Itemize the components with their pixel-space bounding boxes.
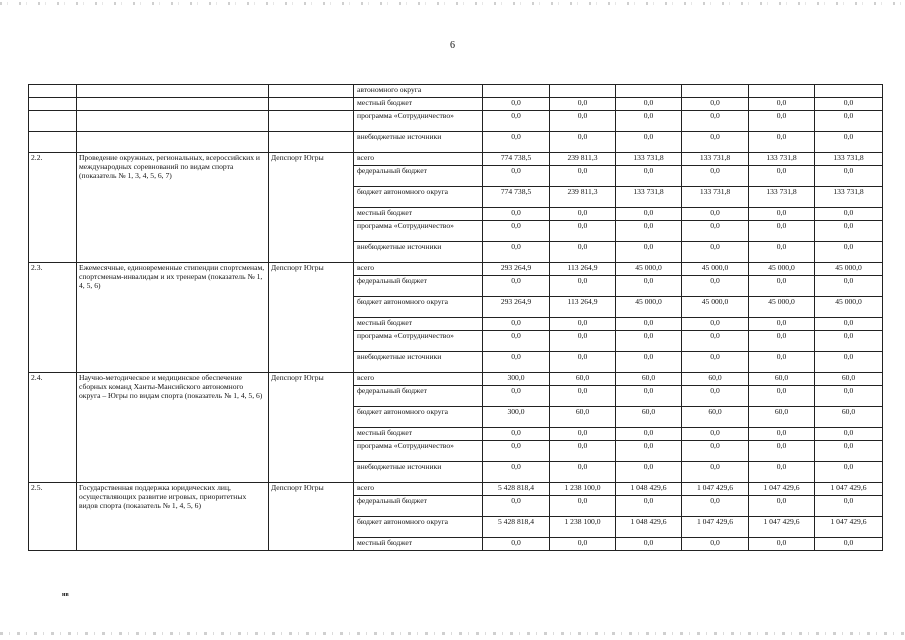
row-value-cell: 60,0 xyxy=(749,407,815,428)
row-value-cell: 0,0 xyxy=(483,352,550,373)
row-source-cell: программа «Сотрудничество» xyxy=(354,111,483,132)
row-value-cell: 60,0 xyxy=(682,373,749,386)
row-value-cell: 0,0 xyxy=(682,208,749,221)
row-value-cell: 0,0 xyxy=(550,318,616,331)
row-value-cell: 0,0 xyxy=(682,98,749,111)
row-value-cell: 0,0 xyxy=(550,538,616,551)
row-value-cell: 0,0 xyxy=(749,166,815,187)
funding-table-body xyxy=(29,85,883,551)
row-value-cell: 113 264,9 xyxy=(550,263,616,276)
row-value-cell: 0,0 xyxy=(616,242,682,263)
row-value-cell: 300,0 xyxy=(483,373,550,386)
row-value-cell: 133 731,8 xyxy=(815,153,883,166)
row-value-cell: 133 731,8 xyxy=(616,153,682,166)
row-value-cell: 60,0 xyxy=(616,407,682,428)
row-value-cell: 0,0 xyxy=(483,428,550,441)
row-value-cell: 0,0 xyxy=(815,352,883,373)
row-value-cell xyxy=(483,85,550,98)
row-value-cell: 60,0 xyxy=(815,373,883,386)
row-executor-cell: Депспорт Югры xyxy=(269,153,354,263)
row-value-cell: 0,0 xyxy=(483,132,550,153)
row-source-cell: местный бюджет xyxy=(354,318,483,331)
row-value-cell: 0,0 xyxy=(550,98,616,111)
row-value-cell: 0,0 xyxy=(483,441,550,462)
row-value-cell: 45 000,0 xyxy=(815,263,883,276)
row-value-cell: 1 048 429,6 xyxy=(616,483,682,496)
row-value-cell: 45 000,0 xyxy=(682,263,749,276)
footer-mark: нв xyxy=(62,592,69,598)
row-name-cell xyxy=(77,98,269,111)
row-value-cell: 0,0 xyxy=(550,221,616,242)
row-value-cell: 0,0 xyxy=(749,276,815,297)
row-value-cell: 0,0 xyxy=(682,242,749,263)
row-value-cell: 0,0 xyxy=(749,386,815,407)
row-value-cell: 1 238 100,0 xyxy=(550,517,616,538)
row-value-cell xyxy=(815,85,883,98)
row-value-cell: 0,0 xyxy=(682,111,749,132)
row-source-cell: местный бюджет xyxy=(354,208,483,221)
row-source-cell: бюджет автономного округа xyxy=(354,297,483,318)
row-code-cell xyxy=(29,111,77,132)
row-value-cell: 0,0 xyxy=(815,428,883,441)
row-value-cell: 60,0 xyxy=(616,373,682,386)
row-value-cell: 0,0 xyxy=(616,132,682,153)
row-value-cell: 0,0 xyxy=(616,462,682,483)
row-value-cell: 239 811,3 xyxy=(550,153,616,166)
row-value-cell: 0,0 xyxy=(749,496,815,517)
row-value-cell: 0,0 xyxy=(616,538,682,551)
row-value-cell: 0,0 xyxy=(682,496,749,517)
row-value-cell: 0,0 xyxy=(682,428,749,441)
table-row xyxy=(29,98,883,111)
row-source-cell: бюджет автономного округа xyxy=(354,187,483,208)
row-value-cell: 60,0 xyxy=(682,407,749,428)
row-value-cell: 0,0 xyxy=(483,462,550,483)
row-source-cell: местный бюджет xyxy=(354,98,483,111)
row-value-cell: 0,0 xyxy=(616,318,682,331)
row-source-cell: бюджет автономного округа xyxy=(354,407,483,428)
row-value-cell: 0,0 xyxy=(682,276,749,297)
row-value-cell: 0,0 xyxy=(616,331,682,352)
row-value-cell: 0,0 xyxy=(749,428,815,441)
row-value-cell: 0,0 xyxy=(815,166,883,187)
row-executor-cell: Депспорт Югры xyxy=(269,373,354,483)
row-value-cell: 0,0 xyxy=(749,111,815,132)
row-value-cell: 0,0 xyxy=(483,242,550,263)
row-value-cell: 0,0 xyxy=(815,331,883,352)
row-value-cell: 0,0 xyxy=(550,441,616,462)
row-name-cell: Ежемесячные, единовременные стипендии спортсменам, спортсменам-инвалидам и их тренерам (показатель № 1, 4, 5, 6) xyxy=(77,263,269,373)
row-value-cell: 0,0 xyxy=(682,386,749,407)
funding-table xyxy=(28,84,883,551)
row-code-cell xyxy=(29,85,77,98)
row-value-cell: 0,0 xyxy=(483,208,550,221)
row-value-cell: 133 731,8 xyxy=(749,153,815,166)
row-value-cell: 45 000,0 xyxy=(749,297,815,318)
row-value-cell: 0,0 xyxy=(616,111,682,132)
row-code-cell: 2.4. xyxy=(29,373,77,483)
row-value-cell: 0,0 xyxy=(550,276,616,297)
row-value-cell: 0,0 xyxy=(749,98,815,111)
row-value-cell: 0,0 xyxy=(483,276,550,297)
row-value-cell: 774 738,5 xyxy=(483,187,550,208)
row-value-cell: 0,0 xyxy=(682,538,749,551)
row-value-cell: 0,0 xyxy=(550,166,616,187)
row-value-cell xyxy=(749,85,815,98)
row-value-cell: 0,0 xyxy=(749,462,815,483)
row-source-cell: федеральный бюджет xyxy=(354,166,483,187)
row-value-cell: 0,0 xyxy=(749,132,815,153)
row-value-cell: 0,0 xyxy=(483,318,550,331)
row-value-cell: 0,0 xyxy=(749,352,815,373)
row-value-cell: 0,0 xyxy=(483,386,550,407)
row-value-cell: 0,0 xyxy=(749,538,815,551)
row-name-cell xyxy=(77,132,269,153)
row-value-cell: 0,0 xyxy=(550,496,616,517)
row-name-cell: Проведение окружных, региональных, всероссийских и международных соревнований по видам спорта (показатель № 1, 3, 4, 5, 6, 7) xyxy=(77,153,269,263)
row-value-cell: 0,0 xyxy=(616,208,682,221)
row-value-cell: 0,0 xyxy=(749,221,815,242)
row-source-cell: внебюджетные источники xyxy=(354,462,483,483)
row-value-cell: 293 264,9 xyxy=(483,297,550,318)
row-value-cell: 0,0 xyxy=(815,318,883,331)
row-name-cell: Государственная поддержка юридических лиц, осуществляющих развитие игровых, приоритетных видов спорта (показатель № 1, 4, 5, 6) xyxy=(77,483,269,551)
row-value-cell: 0,0 xyxy=(815,132,883,153)
row-value-cell: 0,0 xyxy=(682,132,749,153)
row-value-cell: 0,0 xyxy=(550,386,616,407)
row-value-cell: 60,0 xyxy=(749,373,815,386)
row-value-cell: 0,0 xyxy=(815,242,883,263)
row-value-cell: 0,0 xyxy=(616,386,682,407)
row-value-cell: 0,0 xyxy=(815,221,883,242)
row-code-cell xyxy=(29,132,77,153)
row-value-cell: 0,0 xyxy=(749,242,815,263)
row-code-cell: 2.5. xyxy=(29,483,77,551)
row-value-cell: 0,0 xyxy=(815,441,883,462)
row-value-cell: 0,0 xyxy=(749,331,815,352)
row-value-cell: 133 731,8 xyxy=(682,153,749,166)
row-source-cell: внебюджетные источники xyxy=(354,132,483,153)
row-value-cell: 1 047 429,6 xyxy=(749,483,815,496)
row-value-cell: 45 000,0 xyxy=(616,297,682,318)
row-source-cell: всего xyxy=(354,483,483,496)
row-value-cell: 133 731,8 xyxy=(815,187,883,208)
row-value-cell: 45 000,0 xyxy=(749,263,815,276)
row-executor-cell: Депспорт Югры xyxy=(269,483,354,551)
table-row xyxy=(29,153,883,166)
table-row xyxy=(29,132,883,153)
row-value-cell: 0,0 xyxy=(616,352,682,373)
row-value-cell: 0,0 xyxy=(682,352,749,373)
row-value-cell: 0,0 xyxy=(815,276,883,297)
row-value-cell xyxy=(616,85,682,98)
row-value-cell: 1 048 429,6 xyxy=(616,517,682,538)
row-value-cell: 0,0 xyxy=(682,331,749,352)
row-code-cell xyxy=(29,98,77,111)
row-source-cell: программа «Сотрудничество» xyxy=(354,221,483,242)
row-value-cell: 0,0 xyxy=(483,166,550,187)
row-value-cell: 1 047 429,6 xyxy=(682,517,749,538)
row-value-cell: 0,0 xyxy=(815,496,883,517)
row-value-cell: 0,0 xyxy=(483,331,550,352)
row-value-cell: 0,0 xyxy=(550,428,616,441)
row-value-cell: 0,0 xyxy=(749,441,815,462)
row-value-cell: 113 264,9 xyxy=(550,297,616,318)
row-value-cell: 60,0 xyxy=(815,407,883,428)
row-value-cell: 0,0 xyxy=(682,318,749,331)
row-code-cell: 2.2. xyxy=(29,153,77,263)
table-row xyxy=(29,263,883,276)
row-value-cell: 0,0 xyxy=(550,132,616,153)
row-source-cell: программа «Сотрудничество» xyxy=(354,331,483,352)
row-value-cell: 0,0 xyxy=(616,221,682,242)
row-value-cell: 45 000,0 xyxy=(616,263,682,276)
row-value-cell: 774 738,5 xyxy=(483,153,550,166)
row-value-cell xyxy=(682,85,749,98)
row-source-cell: местный бюджет xyxy=(354,428,483,441)
row-value-cell: 0,0 xyxy=(815,98,883,111)
row-value-cell: 0,0 xyxy=(616,441,682,462)
row-value-cell: 0,0 xyxy=(550,352,616,373)
row-executor-cell xyxy=(269,85,354,98)
row-source-cell: местный бюджет xyxy=(354,538,483,551)
row-source-cell: бюджет автономного округа xyxy=(354,517,483,538)
table-row xyxy=(29,85,883,98)
row-value-cell: 5 428 818,4 xyxy=(483,483,550,496)
row-value-cell: 0,0 xyxy=(682,166,749,187)
row-source-cell: федеральный бюджет xyxy=(354,276,483,297)
row-value-cell: 1 238 100,0 xyxy=(550,483,616,496)
row-value-cell: 1 047 429,6 xyxy=(749,517,815,538)
row-value-cell: 0,0 xyxy=(483,221,550,242)
row-executor-cell xyxy=(269,111,354,132)
table-row xyxy=(29,111,883,132)
row-value-cell: 60,0 xyxy=(550,373,616,386)
row-code-cell: 2.3. xyxy=(29,263,77,373)
scan-artifact-bottom xyxy=(0,632,905,635)
row-source-cell: всего xyxy=(354,153,483,166)
row-value-cell: 45 000,0 xyxy=(815,297,883,318)
row-value-cell: 300,0 xyxy=(483,407,550,428)
page-number: 6 xyxy=(450,40,455,51)
row-source-cell: внебюджетные источники xyxy=(354,352,483,373)
row-value-cell: 133 731,8 xyxy=(749,187,815,208)
row-source-cell: федеральный бюджет xyxy=(354,496,483,517)
row-value-cell: 1 047 429,6 xyxy=(682,483,749,496)
row-value-cell: 0,0 xyxy=(483,111,550,132)
scan-artifact-top xyxy=(0,2,905,5)
row-value-cell: 0,0 xyxy=(815,111,883,132)
row-value-cell: 0,0 xyxy=(483,98,550,111)
row-value-cell: 1 047 429,6 xyxy=(815,483,883,496)
row-value-cell: 0,0 xyxy=(483,496,550,517)
row-executor-cell: Депспорт Югры xyxy=(269,263,354,373)
row-value-cell: 0,0 xyxy=(682,462,749,483)
row-value-cell: 0,0 xyxy=(616,496,682,517)
row-value-cell: 0,0 xyxy=(550,242,616,263)
row-name-cell xyxy=(77,85,269,98)
row-executor-cell xyxy=(269,98,354,111)
row-value-cell: 0,0 xyxy=(815,538,883,551)
row-value-cell: 0,0 xyxy=(616,166,682,187)
row-source-cell: внебюджетные источники xyxy=(354,242,483,263)
row-source-cell: всего xyxy=(354,263,483,276)
row-value-cell: 0,0 xyxy=(682,221,749,242)
row-value-cell: 0,0 xyxy=(815,208,883,221)
row-value-cell: 0,0 xyxy=(815,462,883,483)
row-value-cell: 0,0 xyxy=(616,98,682,111)
row-value-cell: 0,0 xyxy=(682,441,749,462)
row-value-cell: 0,0 xyxy=(550,208,616,221)
row-value-cell: 60,0 xyxy=(550,407,616,428)
row-value-cell: 0,0 xyxy=(483,538,550,551)
row-executor-cell xyxy=(269,132,354,153)
row-value-cell: 133 731,8 xyxy=(616,187,682,208)
row-value-cell: 0,0 xyxy=(749,208,815,221)
row-value-cell xyxy=(550,85,616,98)
row-source-cell: автономного округа xyxy=(354,85,483,98)
row-value-cell: 0,0 xyxy=(550,462,616,483)
row-value-cell: 293 264,9 xyxy=(483,263,550,276)
row-value-cell: 5 428 818,4 xyxy=(483,517,550,538)
row-value-cell: 0,0 xyxy=(616,428,682,441)
row-name-cell: Научно-методическое и медицинское обеспечение сборных команд Ханты-Мансийского автономного округа – Югры по видам спорта (показатель № 1, 4, 5, 6) xyxy=(77,373,269,483)
row-value-cell: 0,0 xyxy=(616,276,682,297)
row-value-cell: 0,0 xyxy=(550,111,616,132)
row-source-cell: программа «Сотрудничество» xyxy=(354,441,483,462)
row-source-cell: федеральный бюджет xyxy=(354,386,483,407)
row-value-cell: 45 000,0 xyxy=(682,297,749,318)
row-name-cell xyxy=(77,111,269,132)
table-row xyxy=(29,483,883,496)
row-value-cell: 0,0 xyxy=(815,386,883,407)
row-value-cell: 1 047 429,6 xyxy=(815,517,883,538)
row-value-cell: 0,0 xyxy=(550,331,616,352)
row-value-cell: 239 811,3 xyxy=(550,187,616,208)
row-value-cell: 133 731,8 xyxy=(682,187,749,208)
table-row xyxy=(29,373,883,386)
row-source-cell: всего xyxy=(354,373,483,386)
row-value-cell: 0,0 xyxy=(749,318,815,331)
